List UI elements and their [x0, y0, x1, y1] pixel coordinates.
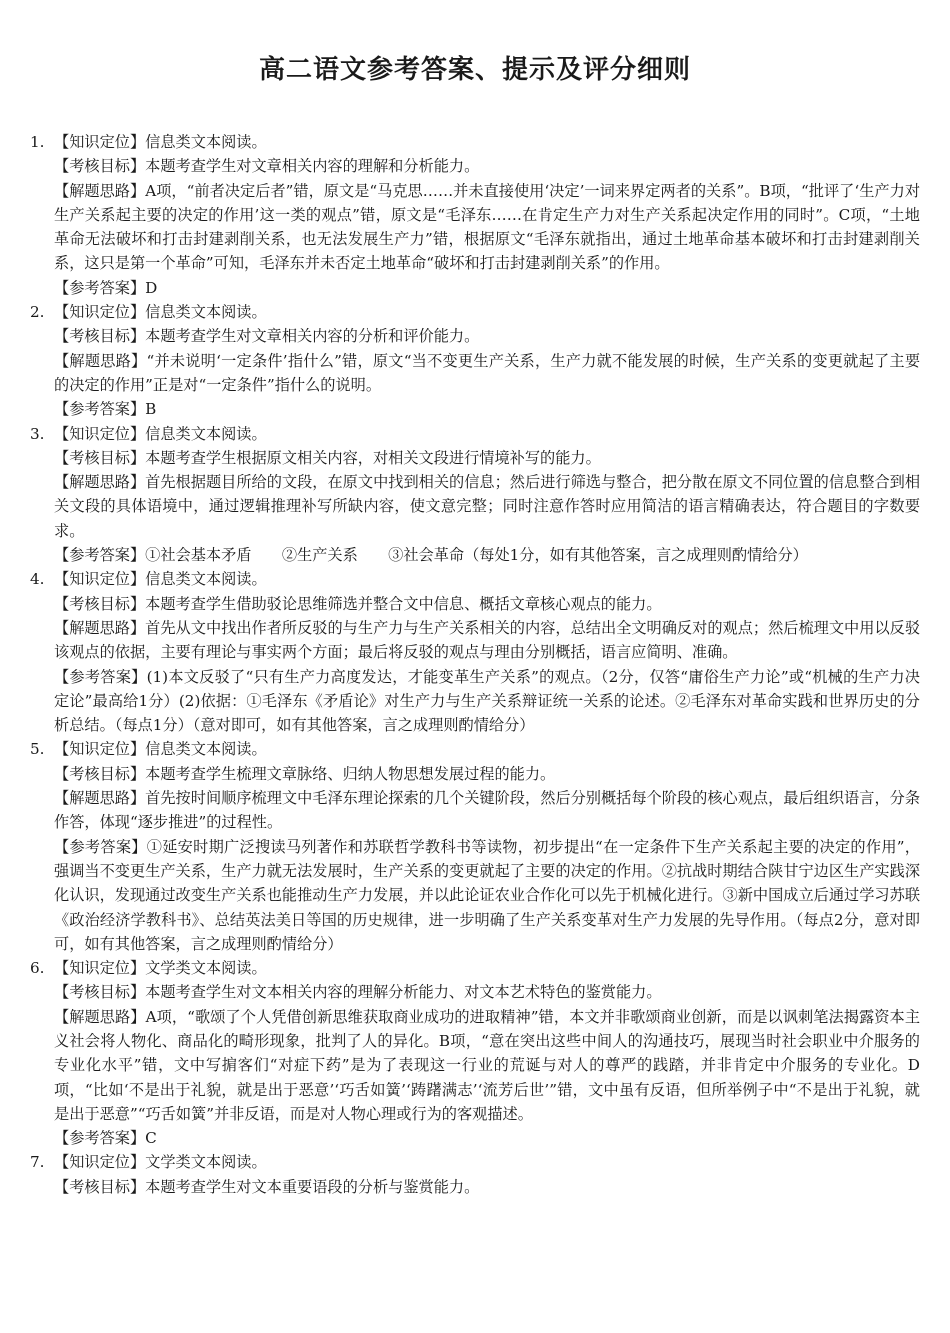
answer-row	[30, 349, 920, 398]
row-text: 本题考查学生借助驳论思维筛选并整合文中信息、概括文章核心观点的能力。	[145, 594, 662, 613]
row-label: 【解题思路】	[54, 789, 146, 808]
answer-row	[30, 616, 920, 665]
answer-row	[30, 276, 920, 300]
row-label: 【知识定位】	[54, 959, 146, 978]
row-text: 首先从文中找出作者所反驳的与生产力与生产关系相关的内容，总结出全文明确反对的观点；然后梳理文中用以反驳该观点的依据，主要有理论与事实两个方面；最后将反驳的观点与理由分别概括，语言应简明、准确。	[54, 618, 921, 662]
row-text: 本题考查学生梳理文章脉络、归纳人物思想发展过程的能力。	[145, 764, 556, 783]
row-text: 本题考查学生对文章相关内容的分析和评价能力。	[145, 327, 480, 346]
answer-row	[30, 835, 920, 956]
answer-row	[30, 1005, 920, 1126]
answer-row	[30, 154, 920, 178]
row-text: 文学类文本阅读。	[145, 1153, 267, 1172]
question-number: 3.	[30, 424, 45, 443]
row-label: 【知识定位】	[54, 740, 146, 759]
row-text: 首先根据题目所给的文段，在原文中找到相关的信息；然后进行筛选与整合，把分散在原文不同位置的信息整合到相关文段的具体语境中，通过逻辑推理补写所缺内容，使文意完整；同时注意作答时应用简洁的语言精确表达，符合题目的字数要求。	[54, 473, 921, 540]
question-number: 2.	[30, 303, 45, 322]
row-label: 【考核目标】	[54, 448, 146, 467]
row-text: 信息类文本阅读。	[145, 424, 267, 443]
row-label: 【知识定位】	[54, 1153, 146, 1172]
row-label: 【参考答案】	[54, 278, 146, 297]
answer-row	[30, 786, 920, 835]
answer-row	[30, 446, 920, 470]
row-label: 【考核目标】	[54, 327, 146, 346]
row-label: 【参考答案】	[54, 837, 147, 856]
question-header	[30, 1150, 920, 1174]
row-label: 【考核目标】	[54, 764, 146, 783]
row-text: 本题考查学生对文本相关内容的理解分析能力、对文本艺术特色的鉴赏能力。	[145, 983, 662, 1002]
row-text: 本题考查学生对文本重要语段的分析与鉴赏能力。	[145, 1177, 480, 1196]
answer-list	[30, 130, 920, 1199]
answer-row	[30, 1175, 920, 1199]
row-text: C	[145, 1129, 157, 1148]
question-header	[30, 737, 920, 761]
row-text: ①社会基本矛盾 ②生产关系 ③社会革命（每处1分，如有其他答案，言之成理则酌情给分）	[145, 546, 808, 565]
answer-row	[30, 543, 920, 567]
row-label: 【解题思路】	[54, 473, 146, 492]
row-text: D	[145, 278, 158, 297]
question-number: 1.	[30, 133, 45, 151]
row-label: 【参考答案】	[54, 1129, 146, 1148]
answer-row	[30, 397, 920, 421]
row-label: 【知识定位】	[54, 570, 146, 589]
question-number: 5.	[30, 740, 45, 759]
row-text: 信息类文本阅读。	[145, 740, 267, 759]
row-text: 本题考查学生根据原文相关内容，对相关文段进行情境补写的能力。	[145, 448, 601, 467]
answer-row	[30, 980, 920, 1004]
row-label: 【解题思路】	[54, 351, 147, 370]
row-text: ①延安时期广泛搜读马列著作和苏联哲学教科书等读物，初步提出“在一定条件下生产关系起主要的决定的作用”，强调当不变更生产关系，生产力就无法发展时，生产关系的变更就起了主要的决定的作用。②抗战时期结合陕甘宁边区生产实践深化认识，发现通过改变生产关系也能推动生产力发展，并以此论证农业合作化可以先于机械化进行。③新中国成立后通过学习苏联《政治经济学教科书》、总结英法美日等国的历史规律，进一步明确了生产关系变革对生产力发展的先导作用。（每点2分，意对即可，如有其他答案，言之成理则酌情给分）	[54, 837, 920, 953]
answer-row	[30, 665, 920, 738]
question-header	[30, 567, 920, 591]
row-text: B	[145, 400, 157, 419]
row-label: 【考核目标】	[54, 594, 146, 613]
question-header	[30, 956, 920, 980]
row-label: 【知识定位】	[54, 303, 146, 322]
question-header	[30, 130, 920, 154]
row-text: 信息类文本阅读。	[145, 303, 267, 322]
row-text: A项，“歌颂了个人凭借创新思维获取商业成功的进取精神”错，本文并非歌颂商业创新，而是以讽刺笔法揭露资本主义社会将人物化、商品化的畸形现象，批判了人的异化。B项，“意在突出这些中间人的沟通技巧，展现当时社会职业中介服务的专业化水平”错，文中写掮客们“对症下药”是为了表现这一行业的荒诞与对人的尊严的践踏，并非肯定中介服务的专业化。D项，“比如‘不是出于礼貌，就是出于恶意’‘巧舌如簧’‘踌躇满志’‘流芳后世’”错，文中虽有反语，但所举例子中“不是出于礼貌，就是出于恶意”“巧舌如簧”并非反语，而是对人物心理或行为的客观描述。	[54, 1007, 921, 1123]
row-label: 【考核目标】	[54, 157, 146, 176]
row-text: 信息类文本阅读。	[145, 570, 267, 589]
answer-row	[30, 762, 920, 786]
question-header	[30, 422, 920, 446]
row-text: 首先按时间顺序梳理文中毛泽东理论探索的几个关键阶段，然后分别概括每个阶段的核心观点，最后组织语言，分条作答，体现“逐步推进”的过程性。	[54, 789, 921, 832]
answer-row	[30, 470, 920, 543]
answer-row	[30, 324, 920, 348]
question-header	[30, 300, 920, 324]
row-label: 【解题思路】	[54, 618, 146, 637]
answer-row	[30, 1126, 920, 1150]
row-text: 本题考查学生对文章相关内容的理解和分析能力。	[145, 157, 480, 176]
row-label: 【参考答案】	[54, 667, 147, 686]
question-number: 4.	[30, 570, 45, 589]
row-label: 【考核目标】	[54, 983, 146, 1002]
row-text: A项，“前者决定后者”错，原文是“马克思……并未直接使用‘决定’一词来界定两者的关系”。B项，“批评了‘生产力对生产关系起主要的决定的作用’这一类的观点”错，原文是“毛泽东……在肯定生产力对生产关系起决定作用的同时”。C项，“土地革命无法破坏和打击封建剥削关系，也无法发展生产力”错，根据原文“毛泽东就指出，通过土地革命基本破坏和打击封建剥削关系，这只是第一个革命”可知，毛泽东并未否定土地革命“破坏和打击封建剥削关系”的作用。	[54, 181, 921, 273]
question-number: 6.	[30, 959, 45, 978]
question-number: 7.	[30, 1153, 45, 1172]
row-text: “并未说明‘一定条件’指什么”错，原文“当不变更生产关系，生产力就不能发展的时候，生产关系的变更就起了主要的决定的作用”正是对“一定条件”指什么的说明。	[54, 351, 921, 394]
row-label: 【参考答案】	[54, 546, 146, 565]
row-label: 【知识定位】	[54, 133, 146, 151]
row-text: (1)本文反驳了“只有生产力高度发达，才能变革生产关系”的观点。（2分，仅答“庸俗生产力论”或“机械的生产力决定论”最高给1分）(2)依据：①毛泽东《矛盾论》对生产力与生产关系辩证统一关系的论述。②毛泽东对革命实践和世界历史的分析总结。（每点1分）（意对即可，如有其他答案，言之成理则酌情给分）	[54, 667, 920, 735]
row-label: 【解题思路】	[54, 181, 146, 200]
row-text: 信息类文本阅读。	[145, 133, 267, 151]
row-text: 文学类文本阅读。	[145, 959, 267, 978]
row-label: 【参考答案】	[54, 400, 146, 419]
answer-row	[30, 179, 920, 276]
answer-row	[30, 592, 920, 616]
row-label: 【解题思路】	[54, 1007, 146, 1026]
row-label: 【知识定位】	[54, 424, 146, 443]
row-label: 【考核目标】	[54, 1177, 146, 1196]
page-title: 高二语文参考答案、提示及评分细则	[258, 55, 691, 85]
